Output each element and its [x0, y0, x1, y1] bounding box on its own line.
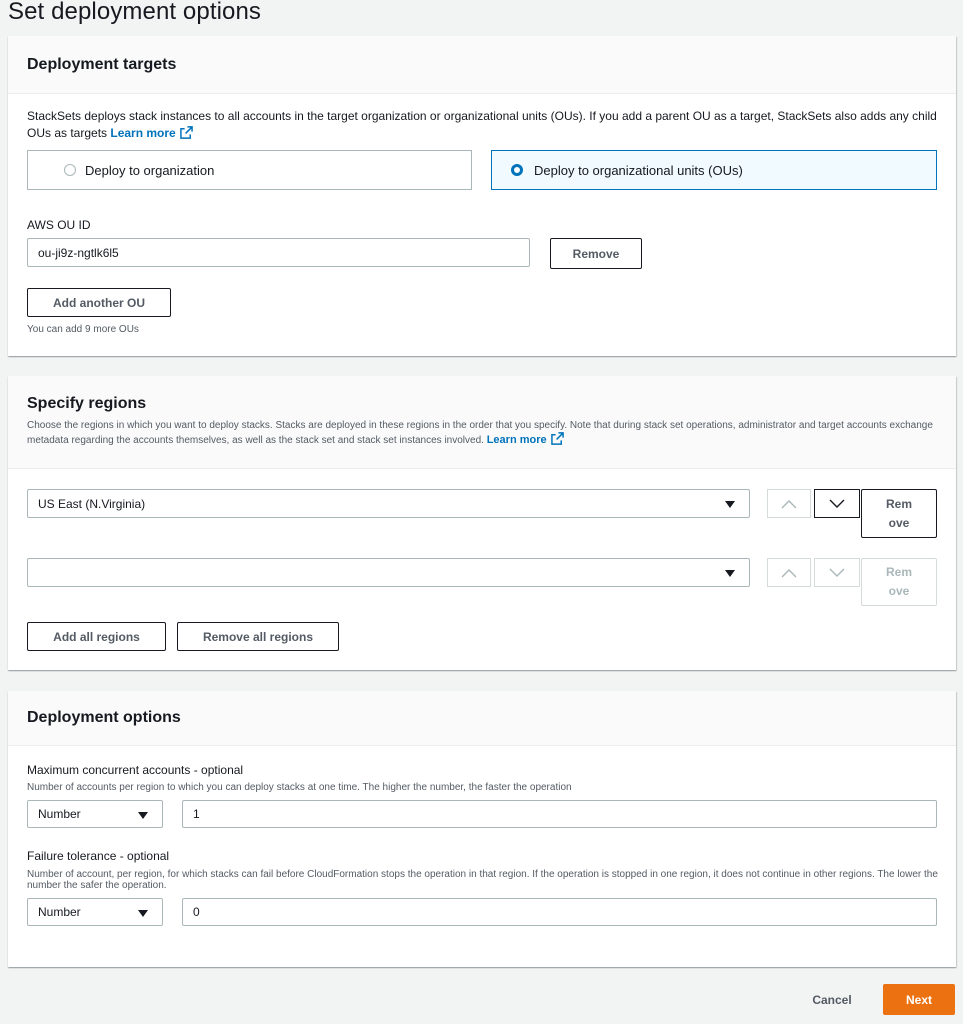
- ou-id-input[interactable]: ou-ji9z-ngtlk6l5: [27, 238, 530, 267]
- aws-ou-id-label: AWS OU ID: [27, 218, 91, 232]
- targets-learn-more-link[interactable]: Learn more: [110, 126, 192, 140]
- radio-organization[interactable]: [64, 164, 76, 176]
- radio-ous[interactable]: [511, 164, 523, 176]
- max-concurrent-label: Maximum concurrent accounts - optional: [27, 763, 244, 777]
- specify-regions-panel: [8, 376, 956, 670]
- ou-hint-text: You can add 9 more OUs: [27, 324, 139, 335]
- specify-regions-header: [8, 376, 956, 469]
- move-up-button[interactable]: [767, 489, 811, 518]
- next-button[interactable]: Next: [883, 984, 955, 1015]
- region-select[interactable]: [27, 558, 750, 587]
- remove-all-regions-button[interactable]: Remove all regions: [177, 622, 339, 651]
- chevron-down-icon: [829, 568, 845, 578]
- specify-regions-title: Specify regions: [27, 395, 147, 412]
- deployment-options-panel: [8, 691, 956, 967]
- cancel-button[interactable]: Cancel: [799, 984, 865, 1015]
- move-down-button[interactable]: [814, 558, 860, 587]
- add-another-ou-button[interactable]: Add another OU: [27, 288, 171, 317]
- regions-learn-more-link[interactable]: Learn more: [487, 434, 564, 446]
- specify-regions-description: Choose the regions in which you want to deploy stacks. Stacks are deployed in these regions in the order that you specify. Note that during stack set operations, administrator and target accounts exchange metadata regarding the accounts themselves, as well as the stack set and stack set instances involved. Learn more: [27, 420, 933, 446]
- dropdown-caret-icon: [138, 910, 148, 917]
- remove-region-button[interactable]: Rem ove: [861, 489, 937, 538]
- failure-tolerance-type-select[interactable]: Number: [27, 898, 163, 926]
- remove-region-button[interactable]: Rem ove: [861, 558, 937, 606]
- remove-ou-button[interactable]: Remove: [550, 238, 642, 269]
- deploy-to-organization-label: Deploy to organization: [85, 162, 215, 178]
- failure-tolerance-label: Failure tolerance - optional: [27, 849, 170, 863]
- deploy-to-ous-option[interactable]: [491, 150, 937, 190]
- move-up-button[interactable]: [767, 558, 811, 587]
- dropdown-caret-icon: [138, 812, 148, 819]
- dropdown-caret-icon: [725, 570, 735, 577]
- external-link-icon: [180, 126, 193, 139]
- move-down-button[interactable]: [814, 489, 860, 518]
- page-title: Set deployment options: [8, 0, 262, 25]
- region-select[interactable]: US East (N.Virginia): [27, 489, 750, 518]
- deployment-targets-description: StackSets deploys stack instances to all accounts in the target organization or organizational units (OUs). If you add a parent OU as a target, StackSets also adds any child OUs as targets Learn more: [27, 109, 937, 140]
- deploy-to-ous-label: Deploy to organizational units (OUs): [534, 162, 743, 178]
- deployment-targets-title: Deployment targets: [27, 55, 177, 73]
- failure-tolerance-input[interactable]: 0: [182, 898, 937, 926]
- deployment-options-header: [8, 691, 956, 746]
- add-all-regions-button[interactable]: Add all regions: [27, 622, 166, 651]
- chevron-down-icon: [829, 499, 845, 509]
- deployment-targets-panel: [8, 36, 956, 356]
- external-link-icon: [551, 432, 564, 445]
- dropdown-caret-icon: [725, 501, 735, 508]
- chevron-up-icon: [781, 568, 797, 578]
- deployment-options-title: Deployment options: [27, 709, 181, 726]
- failure-tolerance-description: Number of account, per region, for which stacks can fail before CloudFormation stops the operation in that region. If the operation is stopped in one region, it does not continue in other regions. The lower the number the safer the operation.: [27, 869, 938, 891]
- max-concurrent-type-select[interactable]: Number: [27, 800, 163, 828]
- deploy-to-organization-option[interactable]: [27, 150, 472, 190]
- max-concurrent-description: Number of accounts per region to which you can deploy stacks at one time. The higher the number, the faster the operation: [27, 782, 572, 793]
- max-concurrent-input[interactable]: 1: [182, 800, 937, 828]
- chevron-up-icon: [781, 499, 797, 509]
- deployment-targets-header: [8, 36, 956, 94]
